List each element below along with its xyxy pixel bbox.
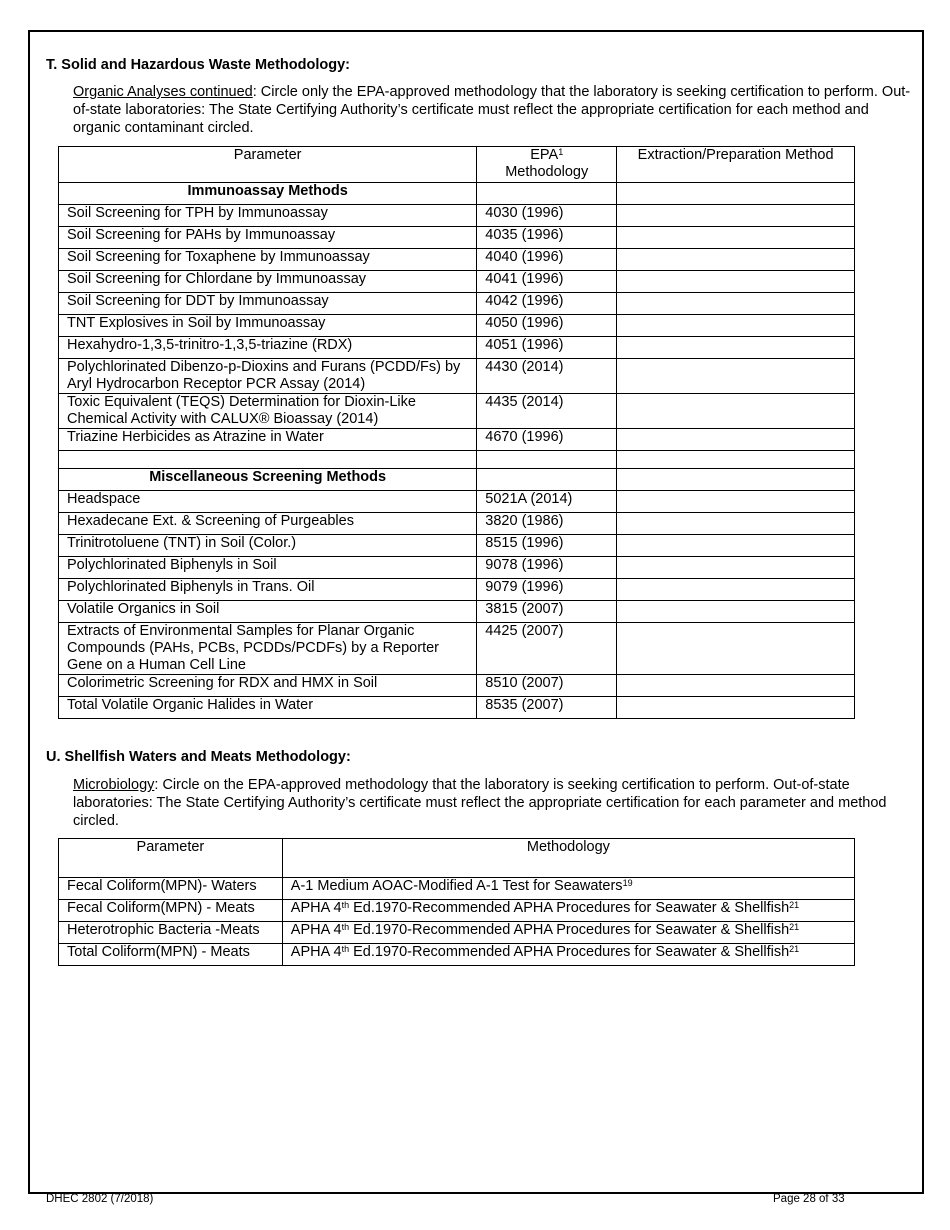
methodology-text: APHA 4	[290, 944, 342, 960]
section-u-table	[58, 838, 855, 966]
methodology-text: APHA 4	[290, 900, 342, 916]
section-t-heading: T. Solid and Hazardous Waste Methodology:	[46, 57, 350, 73]
epa-cell: 4425 (2007)	[477, 623, 617, 675]
extraction-cell	[617, 394, 855, 429]
section-row-label: Miscellaneous Screening Methods	[59, 469, 477, 491]
epa-cell: 4435 (2014)	[477, 394, 617, 429]
blank-row	[59, 451, 855, 469]
parameter-cell: Colorimetric Screening for RDX and HMX in Soil	[59, 675, 477, 697]
col-header-epa	[477, 147, 617, 183]
ordinal-suffix: th	[341, 922, 350, 932]
table-row	[59, 359, 855, 394]
epa-cell: 4042 (1996)	[477, 293, 617, 315]
parameter-cell: Hexahydro-1,3,5-trinitro-1,3,5-triazine (RDX)	[59, 337, 477, 359]
section-t-table	[58, 146, 855, 719]
parameter-cell: Soil Screening for Toxaphene by Immunoassay	[59, 249, 477, 271]
methodology-text: Ed.1970-Recommended APHA Procedures for Seawater & Shellfish	[349, 922, 790, 938]
blank-cell	[617, 451, 855, 469]
extraction-cell	[617, 205, 855, 227]
epa-cell: 4430 (2014)	[477, 359, 617, 394]
ordinal-suffix: th	[341, 900, 350, 910]
table-row	[59, 394, 855, 429]
epa-cell: 8510 (2007)	[477, 675, 617, 697]
parameter-cell: Hexadecane Ext. & Screening of Purgeables	[59, 513, 477, 535]
epa-cell: 4050 (1996)	[477, 315, 617, 337]
epa-cell: 9079 (1996)	[477, 579, 617, 601]
table-row	[59, 337, 855, 359]
col-header-epa-label: EPA	[530, 147, 559, 163]
extraction-cell	[617, 293, 855, 315]
methodology-text: A-1 Medium AOAC-Modified A-1 Test for Seawaters	[290, 878, 623, 894]
table-row	[59, 601, 855, 623]
col-header-epa-footnote: 1	[558, 147, 564, 157]
table-row	[59, 675, 855, 697]
methodology-cell	[282, 900, 854, 922]
extraction-cell	[617, 337, 855, 359]
methodology-cell	[282, 922, 854, 944]
footnote-ref: 21	[789, 944, 800, 954]
section-row	[59, 183, 855, 205]
parameter-cell: Volatile Organics in Soil	[59, 601, 477, 623]
table-row	[59, 315, 855, 337]
parameter-cell: Polychlorinated Dibenzo-p-Dioxins and Furans (PCDD/Fs) by Aryl Hydrocarbon Receptor PCR Assay (2014)	[59, 359, 477, 394]
table-row	[59, 557, 855, 579]
parameter-cell: Trinitrotoluene (TNT) in Soil (Color.)	[59, 535, 477, 557]
ordinal-suffix: th	[341, 944, 350, 954]
col-header-parameter: Parameter	[59, 147, 477, 183]
extraction-cell	[617, 675, 855, 697]
methodology-cell	[282, 944, 854, 966]
methodology-text: APHA 4	[290, 922, 342, 938]
epa-cell: 8535 (2007)	[477, 697, 617, 719]
extraction-cell	[617, 183, 855, 205]
extraction-cell	[617, 359, 855, 394]
extraction-cell	[617, 697, 855, 719]
parameter-cell: TNT Explosives in Soil by Immunoassay	[59, 315, 477, 337]
table-row	[59, 878, 855, 900]
epa-cell: 4670 (1996)	[477, 429, 617, 451]
footnote-ref: 21	[789, 900, 800, 910]
extraction-cell	[617, 601, 855, 623]
col-header-u-parameter: Parameter	[59, 839, 283, 878]
parameter-cell: Soil Screening for PAHs by Immunoassay	[59, 227, 477, 249]
parameter-cell: Heterotrophic Bacteria -Meats	[59, 922, 283, 944]
table-row	[59, 922, 855, 944]
extraction-cell	[617, 271, 855, 293]
table-row	[59, 697, 855, 719]
blank-cell	[477, 451, 617, 469]
table-row	[59, 513, 855, 535]
extraction-cell	[617, 429, 855, 451]
extraction-cell	[617, 535, 855, 557]
extraction-cell	[617, 315, 855, 337]
methodology-text: Ed.1970-Recommended APHA Procedures for Seawater & Shellfish	[349, 944, 790, 960]
extraction-cell	[617, 557, 855, 579]
extraction-cell	[617, 469, 855, 491]
parameter-cell: Fecal Coliform(MPN)- Waters	[59, 878, 283, 900]
table-row	[59, 249, 855, 271]
col-header-extraction: Extraction/Preparation Method	[617, 147, 855, 183]
epa-cell: 8515 (1996)	[477, 535, 617, 557]
parameter-cell: Total Volatile Organic Halides in Water	[59, 697, 477, 719]
section-row-label: Immunoassay Methods	[59, 183, 477, 205]
table-row	[59, 535, 855, 557]
epa-cell: 4041 (1996)	[477, 271, 617, 293]
epa-cell	[477, 469, 617, 491]
parameter-cell: Triazine Herbicides as Atrazine in Water	[59, 429, 477, 451]
epa-cell: 4035 (1996)	[477, 227, 617, 249]
parameter-cell: Toxic Equivalent (TEQS) Determination for Dioxin-Like Chemical Activity with CALUX® Bioassay (2014)	[59, 394, 477, 429]
parameter-cell: Soil Screening for TPH by Immunoassay	[59, 205, 477, 227]
col-header-epa-sub: Methodology	[505, 164, 589, 180]
section-u-heading: U. Shellfish Waters and Meats Methodology:	[46, 749, 351, 765]
section-t-table-body	[59, 183, 855, 719]
epa-cell: 4040 (1996)	[477, 249, 617, 271]
blank-cell	[59, 451, 477, 469]
parameter-cell: Soil Screening for Chlordane by Immunoassay	[59, 271, 477, 293]
epa-cell: 9078 (1996)	[477, 557, 617, 579]
section-t-intro	[73, 83, 913, 137]
table-row	[59, 944, 855, 966]
parameter-cell: Soil Screening for DDT by Immunoassay	[59, 293, 477, 315]
extraction-cell	[617, 249, 855, 271]
extraction-cell	[617, 513, 855, 535]
footer-form-number: DHEC 2802 (7/2018)	[46, 1193, 154, 1205]
epa-cell: 3815 (2007)	[477, 601, 617, 623]
parameter-cell: Polychlorinated Biphenyls in Soil	[59, 557, 477, 579]
extraction-cell	[617, 227, 855, 249]
section-u-table-body	[59, 878, 855, 966]
section-u-intro-text: : Circle on the EPA-approved methodology that the laboratory is seeking certification to perform. Out-of-state laboratories: The State Certifying Authority’s certificate must reflect the appropriate certification for each parameter and method circled.	[73, 777, 887, 829]
epa-cell: 4030 (1996)	[477, 205, 617, 227]
table-row	[59, 293, 855, 315]
table-row	[59, 227, 855, 249]
section-t-intro-text: : Circle only the EPA-approved methodology that the laboratory is seeking certification to perform. Out-of-state laboratories: The State Certifying Authority’s certificate must reflect the appropriate certification for each method and organic contaminant circled.	[73, 84, 911, 136]
section-u-intro-label: Microbiology	[73, 777, 155, 793]
extraction-cell	[617, 623, 855, 675]
epa-cell: 4051 (1996)	[477, 337, 617, 359]
methodology-text: Ed.1970-Recommended APHA Procedures for Seawater & Shellfish	[349, 900, 790, 916]
table-row	[59, 900, 855, 922]
col-header-u-methodology: Methodology	[282, 839, 854, 878]
parameter-cell: Total Coliform(MPN) - Meats	[59, 944, 283, 966]
section-t-intro-label: Organic Analyses continued	[73, 84, 253, 100]
parameter-cell: Headspace	[59, 491, 477, 513]
epa-cell: 3820 (1986)	[477, 513, 617, 535]
parameter-cell: Extracts of Environmental Samples for Planar Organic Compounds (PAHs, PCBs, PCDDs/PCDFs) by a Reporter Gene on a Human Cell Line	[59, 623, 477, 675]
section-u-intro	[73, 776, 913, 830]
footer-page-number: Page 28 of 33	[773, 1193, 845, 1205]
table-row	[59, 205, 855, 227]
table-row	[59, 579, 855, 601]
section-row	[59, 469, 855, 491]
epa-cell	[477, 183, 617, 205]
extraction-cell	[617, 491, 855, 513]
table-row	[59, 491, 855, 513]
parameter-cell: Fecal Coliform(MPN) - Meats	[59, 900, 283, 922]
methodology-cell	[282, 878, 854, 900]
parameter-cell: Polychlorinated Biphenyls in Trans. Oil	[59, 579, 477, 601]
footnote-ref: 19	[622, 878, 633, 888]
epa-cell: 5021A (2014)	[477, 491, 617, 513]
footnote-ref: 21	[789, 922, 800, 932]
extraction-cell	[617, 579, 855, 601]
table-row	[59, 623, 855, 675]
table-row	[59, 429, 855, 451]
table-row	[59, 271, 855, 293]
